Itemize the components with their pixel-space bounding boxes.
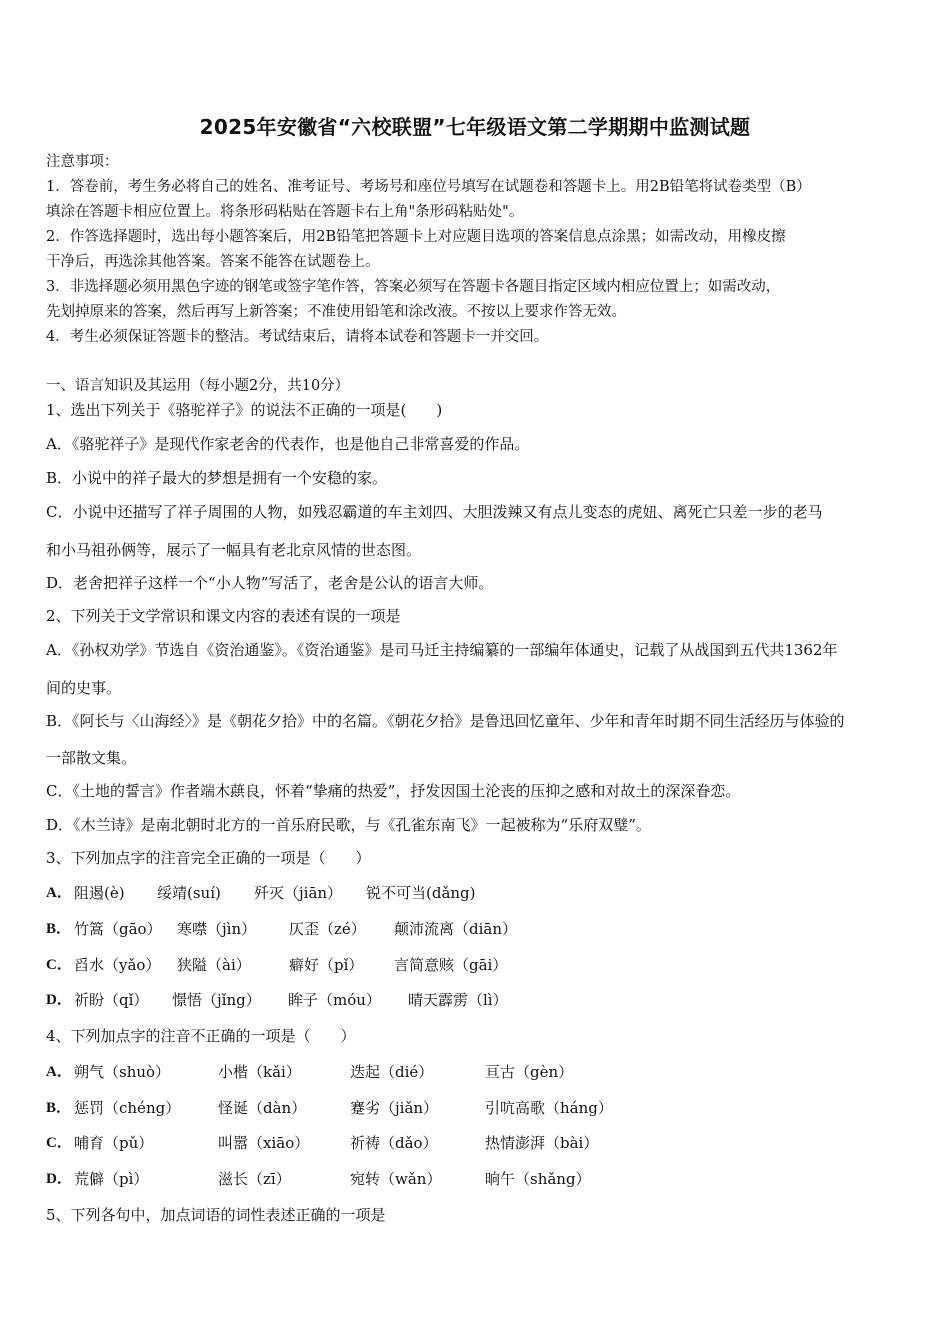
option-item: 晴天霹雳（lì） (408, 991, 508, 1009)
notice-line: 1．答卷前，考生务必将自己的姓名、准考证号、考场号和座位号填写在试题卷和答题卡上。用2B铅笔将试卷类型（B） (46, 179, 811, 195)
notice-line: 4．考生必须保证答题卡的整洁。考试结束后，请将本试卷和答题卡一并交回。 (46, 329, 549, 345)
notice-line: 干净后，再选涂其他答案。答案不能答在试题卷上。 (46, 254, 380, 270)
option-item: 绥靖(suí) (157, 884, 221, 902)
notice-line: 先划掉原来的答案，然后再写上新答案；不准使用铅笔和涂改液。不按以上要求作答无效。 (46, 304, 626, 320)
notice-line: 2．作答选择题时，选出每小题答案后，用2B铅笔把答题卡上对应题目选项的答案信息点涂黑；如需改动，用橡皮擦 (46, 229, 786, 245)
option-b-cont: 一部散文集。 (46, 749, 137, 767)
option-item: 祈祷（dǎo） (350, 1134, 438, 1152)
notice-heading: 注意事项： (46, 154, 119, 170)
option-c: C．《土地的誓言》作者端木蕻良，怀着“挚痛的热爱”，抒发因国土沦丧的压抑之感和对故土的深深眷恋。 (46, 782, 741, 800)
option-item: 滋长（zī） (218, 1170, 291, 1188)
page-title: 2025年安徽省“六校联盟”七年级语文第二学期期中监测试题 (199, 115, 751, 139)
option-letter: A． (46, 1064, 72, 1080)
option-item: 蹇劣（jiǎn） (350, 1099, 439, 1117)
notice-line: 填涂在答题卡相应位置上。将条形码粘贴在答题卡右上角"条形码粘贴处"。 (46, 204, 524, 220)
option-item: 仄歪（zé） (289, 920, 366, 938)
option-item: 狭隘（ài） (177, 956, 251, 974)
option-item: 哺育（pǔ） (74, 1134, 154, 1152)
option-letter: D． (46, 1171, 72, 1187)
option-letter: C． (46, 957, 72, 973)
option-item: 颠沛流离（diān） (394, 920, 518, 938)
option-item: 朔气（shuò） (74, 1063, 171, 1081)
option-letter: C． (46, 1135, 72, 1151)
option-item: 热情澎湃（bài） (485, 1134, 599, 1152)
option-item: 荒僻（pì） (74, 1170, 149, 1188)
option-item: 眸子（móu） (288, 991, 381, 1009)
question-stem: 2、下列关于文学常识和课文内容的表述有误的一项是 (46, 607, 401, 625)
option-item: 叫嚣（xiāo） (218, 1134, 310, 1152)
option-item: 阻遏(è) (74, 884, 125, 902)
option-item: 晌午（shǎng） (485, 1170, 591, 1188)
option-letter: B． (46, 921, 72, 937)
option-item: 竹篙（gāo） (74, 920, 162, 938)
option-a-cont: 间的史事。 (46, 679, 122, 697)
option-item: 歼灭（jiān） (254, 884, 343, 902)
option-item: 癖好（pǐ） (289, 956, 364, 974)
option-c: C．小说中还描写了祥子周围的人物，如残忍霸道的车主刘四、大胆泼辣又有点儿变态的虎妞、离死亡只差一步的老马 (46, 503, 823, 521)
option-a: A．《骆驼祥子》是现代作家老舍的代表作，也是他自己非常喜爱的作品。 (46, 435, 530, 453)
option-item: 锐不可当(dǎng) (366, 884, 476, 902)
option-c-cont: 和小马祖孙俩等，展示了一幅具有老北京风情的世态图。 (46, 541, 422, 559)
option-item: 惩罚（chéng） (74, 1099, 181, 1117)
question-stem: 1、选出下列关于《骆驼祥子》的说法不正确的一项是( ) (46, 401, 443, 419)
option-item: 宛转（wǎn） (350, 1170, 442, 1188)
option-a: A．《孙权劝学》节选自《资治通鉴》。《资治通鉴》是司马迁主持编纂的一部编年体通史，记载了从战国到五代共1362年 (46, 641, 838, 659)
option-item: 亘古（gèn） (485, 1063, 574, 1081)
question-stem: 4、下列加点字的注音不正确的一项是（ ） (46, 1027, 356, 1045)
question-stem: 3、下列加点字的注音完全正确的一项是（ ） (46, 849, 371, 867)
notice-line: 3．非选择题必须用黑色字迹的钢笔或签字笔作答，答案必须写在答题卡各题目指定区域内相应位置上；如需改动， (46, 279, 781, 295)
option-item: 言简意赅（gāi） (394, 956, 508, 974)
option-d: D．老舍把祥子这样一个“小人物”写活了，老舍是公认的语言大师。 (46, 574, 494, 592)
section-heading: 一、语言知识及其运用（每小题2分，共10分） (46, 378, 350, 394)
question-stem: 5、下列各句中，加点词语的词性表述正确的一项是 (46, 1206, 386, 1224)
option-b: B．《阿长与〈山海经〉》是《朝花夕拾》中的名篇。《朝花夕拾》是鲁迅回忆童年、少年和青年时期不同生活经历与体验的 (46, 712, 845, 730)
option-item: 祈盼（qǐ） (74, 991, 149, 1009)
option-item: 小楷（kǎi） (218, 1063, 301, 1081)
option-item: 迭起（dié） (350, 1063, 434, 1081)
option-item: 引吭高歌（háng） (485, 1099, 613, 1117)
option-d: D．《木兰诗》是南北朝时北方的一首乐府民歌，与《孔雀东南飞》一起被称为“乐府双璧”。 (46, 816, 651, 834)
option-letter: D． (46, 992, 72, 1008)
option-letter: B． (46, 1100, 72, 1116)
option-item: 舀水（yǎo） (74, 956, 161, 974)
option-letter: A． (46, 885, 72, 901)
option-b: B．小说中的祥子最大的梦想是拥有一个安稳的家。 (46, 469, 388, 487)
option-item: 寒噤（jìn） (177, 920, 257, 938)
option-item: 怪诞（dàn） (218, 1099, 307, 1117)
option-item: 憬悟（jǐng） (172, 991, 261, 1009)
